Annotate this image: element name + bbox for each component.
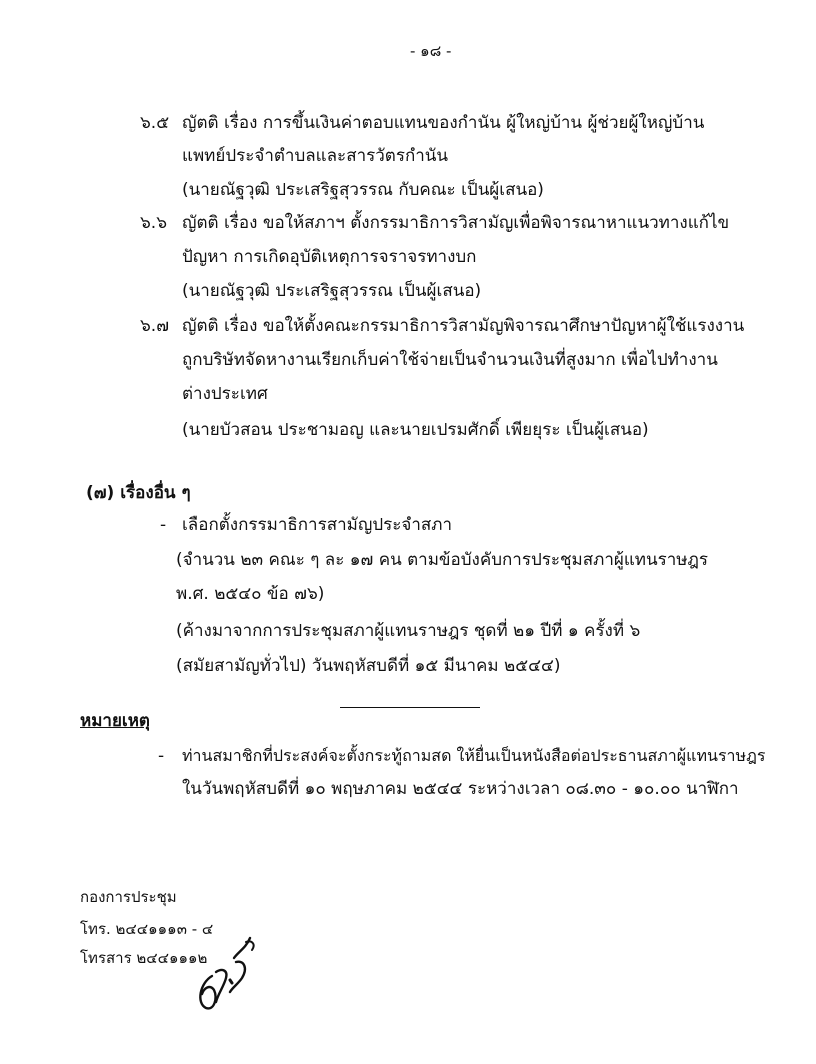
note-heading: หมายเหตุ bbox=[80, 711, 150, 731]
section-7-detail4: (สมัยสามัญทั่วไป) วันพฤหัสบดีที่ ๑๕ มีนาคม ๒๕๔๔) bbox=[176, 656, 561, 676]
item-6-7-line1: ญัตติ เรื่อง ขอให้ตั้งคณะกรรมาธิการวิสามัญพิจารณาศึกษาปัญหาผู้ใช้แรงงาน bbox=[182, 316, 745, 336]
item-6-5-line2: แพทย์ประจำตำบลและสารวัตรกำนัน bbox=[182, 146, 449, 166]
section-divider bbox=[340, 707, 480, 708]
section-7-detail2: พ.ศ. ๒๕๔๐ ข้อ ๗๖) bbox=[176, 584, 325, 604]
note-line2: ในวันพฤหัสบดีที่ ๑๐ พฤษภาคม ๒๕๔๔ ระหว่างเวลา ๐๘.๓๐ - ๑๐.๐๐ นาฬิกา bbox=[182, 779, 739, 799]
footer-office: กองการประชุม bbox=[80, 888, 177, 906]
item-6-7-line2: ถูกบริษัทจัดหางานเรียกเก็บค่าใช้จ่ายเป็นจำนวนเงินที่สูงมาก เพื่อไปทำงาน bbox=[182, 350, 718, 370]
handwritten-signature bbox=[190, 928, 265, 1018]
item-6-7-line3: ต่างประเทศ bbox=[182, 384, 268, 404]
footer-fax: โทรสาร ๒๔๔๑๑๑๒ bbox=[80, 949, 208, 967]
section-7-heading: (๗) เรื่องอื่น ๆ bbox=[86, 483, 191, 503]
section-7-bullet: - bbox=[160, 515, 167, 535]
footer-phone: โทร. ๒๔๔๑๑๑๓ - ๔ bbox=[80, 920, 214, 938]
section-7-item: เลือกตั้งกรรมาธิการสามัญประจำสภา bbox=[182, 515, 453, 535]
section-7-detail3: (ค้างมาจากการประชุมสภาผู้แทนราษฎร ชุดที่ ๒๑ ปีที่ ๑ ครั้งที่ ๖ bbox=[176, 621, 641, 641]
note-bullet: - bbox=[158, 746, 165, 766]
item-6-5-proposer: (นายณัฐวุฒิ ประเสริฐสุวรรณ กับคณะ เป็นผู้เสนอ) bbox=[182, 180, 544, 200]
item-6-7-number: ๖.๗ bbox=[140, 316, 169, 336]
item-6-6-line2: ปัญหา การเกิดอุบัติเหตุการจราจรทางบก bbox=[182, 247, 477, 267]
item-6-5-line1: ญัตติ เรื่อง การขึ้นเงินค่าตอบแทนของกำนัน ผู้ใหญ่บ้าน ผู้ช่วยผู้ใหญ่บ้าน bbox=[182, 113, 705, 133]
note-line1: ท่านสมาชิกที่ประสงค์จะตั้งกระทู้ถามสด ให้ยื่นเป็นหนังสือต่อประธานสภาผู้แทนราษฎร bbox=[182, 746, 766, 765]
page-number: - ๑๘ - bbox=[410, 42, 452, 60]
item-6-6-line1: ญัตติ เรื่อง ขอให้สภาฯ ตั้งกรรมาธิการวิสามัญเพื่อพิจารณาหาแนวทางแก้ไข bbox=[182, 213, 730, 233]
item-6-6-number: ๖.๖ bbox=[140, 213, 167, 233]
item-6-5-number: ๖.๕ bbox=[140, 113, 170, 133]
item-6-6-proposer: (นายณัฐวุฒิ ประเสริฐสุวรรณ เป็นผู้เสนอ) bbox=[182, 281, 482, 301]
item-6-7-proposer: (นายบัวสอน ประชามอญ และนายเปรมศักดิ์ เพียยุระ เป็นผู้เสนอ) bbox=[182, 420, 649, 440]
section-7-detail1: (จำนวน ๒๓ คณะ ๆ ละ ๑๗ คน ตามข้อบังคับการประชุมสภาผู้แทนราษฎร bbox=[176, 550, 709, 570]
